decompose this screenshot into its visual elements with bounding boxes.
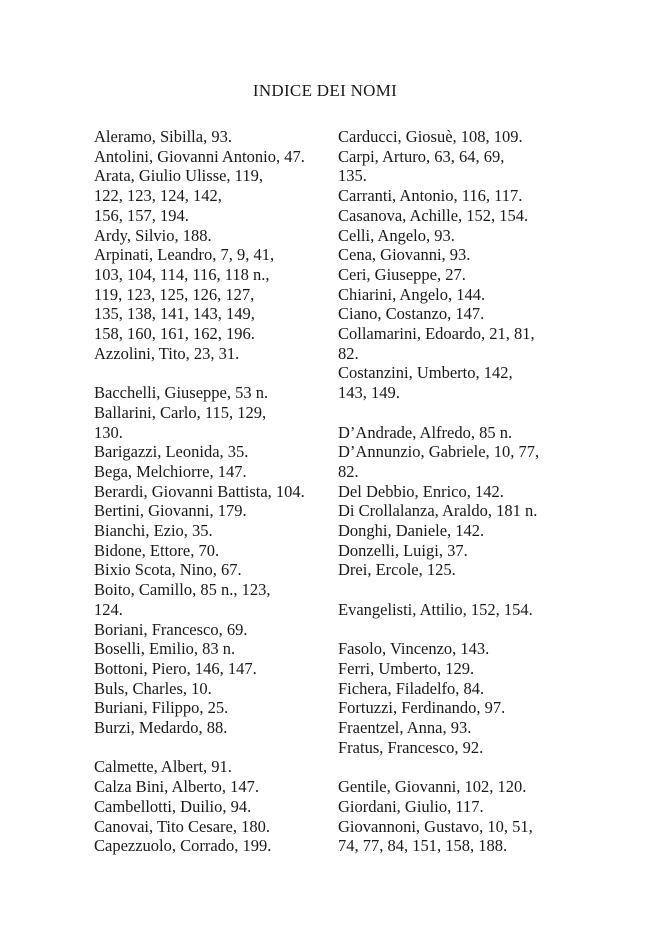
index-entry-line: Capezzuolo, Corrado, 199. (94, 836, 272, 856)
index-entry-line: Fichera, Filadelfo, 84. (338, 678, 485, 698)
index-entry-line: Aleramo, Sibilla, 93. (94, 127, 232, 146)
index-entry-line: Ciano, Costanzo, 147. (338, 304, 485, 324)
index-entry-line: Evangelisti, Attilio, 152, 154. (338, 599, 533, 619)
index-entry-continuation: 119, 123, 125, 126, 127, (94, 284, 255, 304)
index-entry (94, 482, 334, 502)
index-entry (94, 560, 334, 580)
index-entry (338, 285, 588, 305)
index-entry (94, 639, 334, 659)
index-entry-line: Del Debbio, Enrico, 142. (338, 481, 504, 501)
letter-group-spacer (338, 580, 588, 600)
index-entry (338, 147, 588, 186)
index-entry (94, 580, 334, 619)
index-entry (338, 738, 588, 758)
index-entry-line: Celli, Angelo, 93. (338, 225, 455, 245)
index-entry (94, 383, 334, 403)
index-entry (338, 541, 588, 561)
index-entry (94, 718, 334, 738)
index-entry-line: Calmette, Albert, 91. (94, 757, 232, 777)
index-entry-continuation: 82. (338, 343, 359, 363)
index-entry (338, 304, 588, 324)
index-entry (94, 521, 334, 541)
index-entry (94, 501, 334, 521)
index-entry-line: Fratus, Francesco, 92. (338, 737, 484, 757)
index-entry-line: Calza Bini, Alberto, 147. (94, 777, 259, 797)
index-entry-line: Bidone, Ettore, 70. (94, 540, 220, 560)
index-entry (94, 797, 334, 817)
index-entry-line: Costanzini, Umberto, 142, (338, 363, 513, 383)
index-entry (338, 226, 588, 246)
index-entry (338, 265, 588, 285)
index-entry-line: Barigazzi, Leonida, 35. (94, 442, 249, 462)
index-entry-line: D’Andrade, Alfredo, 85 n. (338, 422, 513, 442)
index-entry-continuation: 135. (338, 166, 367, 186)
index-entry (338, 442, 588, 481)
index-entry (338, 423, 588, 443)
letter-group-spacer (338, 620, 588, 640)
index-entry-line: Buls, Charles, 10. (94, 678, 212, 698)
letter-group-spacer (94, 738, 334, 758)
index-entry-line: Carpi, Arturo, 63, 64, 69, (338, 146, 505, 166)
index-entry (338, 501, 588, 521)
index-entry (338, 659, 588, 679)
index-entry-continuation: 122, 123, 124, 142, (94, 186, 222, 206)
index-entry-line: Azzolini, Tito, 23, 31. (94, 343, 240, 363)
index-entry-line: Giordani, Giulio, 117. (338, 796, 484, 816)
index-entry-line: Burzi, Medardo, 88. (94, 718, 228, 738)
index-column-left (94, 127, 334, 856)
index-entry-line: Fortuzzi, Ferdinando, 97. (338, 698, 506, 718)
index-entry (338, 363, 588, 402)
index-entry-continuation: 124. (94, 599, 123, 619)
index-entry-line: Cena, Giovanni, 93. (338, 245, 471, 265)
index-entry-continuation: 143, 149. (338, 383, 400, 403)
index-entry-line: Boriani, Francesco, 69. (94, 619, 248, 639)
index-entry-line: Giovannoni, Gustavo, 10, 51, (338, 816, 533, 836)
index-entry-line: Drei, Ercole, 125. (338, 560, 456, 580)
index-entry (94, 541, 334, 561)
index-entry-continuation: 135, 138, 141, 143, 149, (94, 304, 255, 324)
index-entry-line: Collamarini, Edoardo, 21, 81, (338, 324, 535, 344)
index-entry-line: Berardi, Giovanni Battista, 104. (94, 481, 305, 501)
index-entry-continuation: 158, 160, 161, 162, 196. (94, 324, 255, 344)
index-entry (338, 127, 588, 147)
index-entry (94, 147, 334, 167)
index-entry-line: Chiarini, Angelo, 144. (338, 284, 486, 304)
index-entry (94, 659, 334, 679)
index-entry-line: Fraentzel, Anna, 93. (338, 718, 472, 738)
index-entry-line: Boselli, Emilio, 83 n. (94, 639, 236, 659)
index-entry (338, 797, 588, 817)
index-entry (94, 757, 334, 777)
index-entry (338, 777, 588, 797)
index-entry (94, 166, 334, 225)
index-entry-line: Bega, Melchiorre, 147. (94, 461, 247, 481)
index-entry (94, 462, 334, 482)
index-column-right (338, 127, 588, 856)
index-entry (94, 245, 334, 344)
index-entry-line: Antolini, Giovanni Antonio, 47. (94, 146, 305, 166)
index-entry (338, 679, 588, 699)
index-entry-line: Bottoni, Piero, 146, 147. (94, 658, 257, 678)
index-entry-line: Carranti, Antonio, 116, 117. (338, 186, 523, 206)
index-entry-line: Boito, Camillo, 85 n., 123, (94, 580, 271, 600)
index-entry-line: Buriani, Filippo, 25. (94, 698, 229, 718)
index-entry (94, 836, 334, 856)
index-entry-line: Canovai, Tito Cesare, 180. (94, 816, 270, 836)
index-entry-line: D’Annunzio, Gabriele, 10, 77, (338, 442, 540, 462)
index-entry-line: Donghi, Daniele, 142. (338, 521, 485, 541)
index-entry (94, 226, 334, 246)
index-entry (338, 817, 588, 856)
index-entry-line: Donzelli, Luigi, 37. (338, 540, 468, 560)
letter-group-spacer (338, 403, 588, 423)
index-entry-line: Ferri, Umberto, 129. (338, 658, 475, 678)
index-entry (338, 324, 588, 363)
index-entry-line: Bertini, Giovanni, 179. (94, 501, 247, 521)
index-entry (338, 560, 588, 580)
index-entry-line: Bacchelli, Giuseppe, 53 n. (94, 383, 269, 403)
index-entry (338, 698, 588, 718)
index-entry (338, 521, 588, 541)
index-entry-continuation: 130. (94, 422, 123, 442)
index-entry-continuation: 82. (338, 461, 359, 481)
letter-group-spacer (338, 757, 588, 777)
index-entry (94, 817, 334, 837)
index-entry (94, 679, 334, 699)
index-entry-line: Ballarini, Carlo, 115, 129, (94, 402, 267, 422)
index-entry (94, 620, 334, 640)
index-entry-line: Ardy, Silvio, 188. (94, 225, 212, 245)
index-entry (94, 344, 334, 364)
index-entry-line: Ceri, Giuseppe, 27. (338, 264, 466, 284)
letter-group-spacer (94, 363, 334, 383)
index-entry (338, 186, 588, 206)
index-entry-continuation: 156, 157, 194. (94, 205, 189, 225)
index-entry (94, 403, 334, 442)
index-entry-line: Carducci, Giosuè, 108, 109. (338, 127, 523, 146)
index-entry-line: Casanova, Achille, 152, 154. (338, 205, 529, 225)
index-entry-line: Cambellotti, Duilio, 94. (94, 796, 252, 816)
page-title: INDICE DEI NOMI (252, 81, 398, 100)
index-entry-continuation: 103, 104, 114, 116, 118 n., (94, 264, 270, 284)
index-entry (94, 777, 334, 797)
index-entry (94, 127, 334, 147)
index-entry-line: Arpinati, Leandro, 7, 9, 41, (94, 245, 275, 265)
index-entry-line: Bianchi, Ezio, 35. (94, 521, 213, 541)
index-entry (338, 639, 588, 659)
index-entry-line: Di Crollalanza, Araldo, 181 n. (338, 501, 538, 521)
index-entry-line: Gentile, Giovanni, 102, 120. (338, 777, 527, 797)
index-entry (338, 206, 588, 226)
index-entry (338, 600, 588, 620)
index-entry (94, 442, 334, 462)
index-entry (338, 245, 588, 265)
index-entry-line: Fasolo, Vincenzo, 143. (338, 639, 490, 659)
index-entry-line: Arata, Giulio Ulisse, 119, (94, 166, 263, 186)
index-entry (94, 698, 334, 718)
index-entry (338, 718, 588, 738)
index-entry-continuation: 74, 77, 84, 151, 158, 188. (338, 836, 508, 856)
index-entry (338, 482, 588, 502)
index-entry-line: Bixio Scota, Nino, 67. (94, 560, 242, 580)
